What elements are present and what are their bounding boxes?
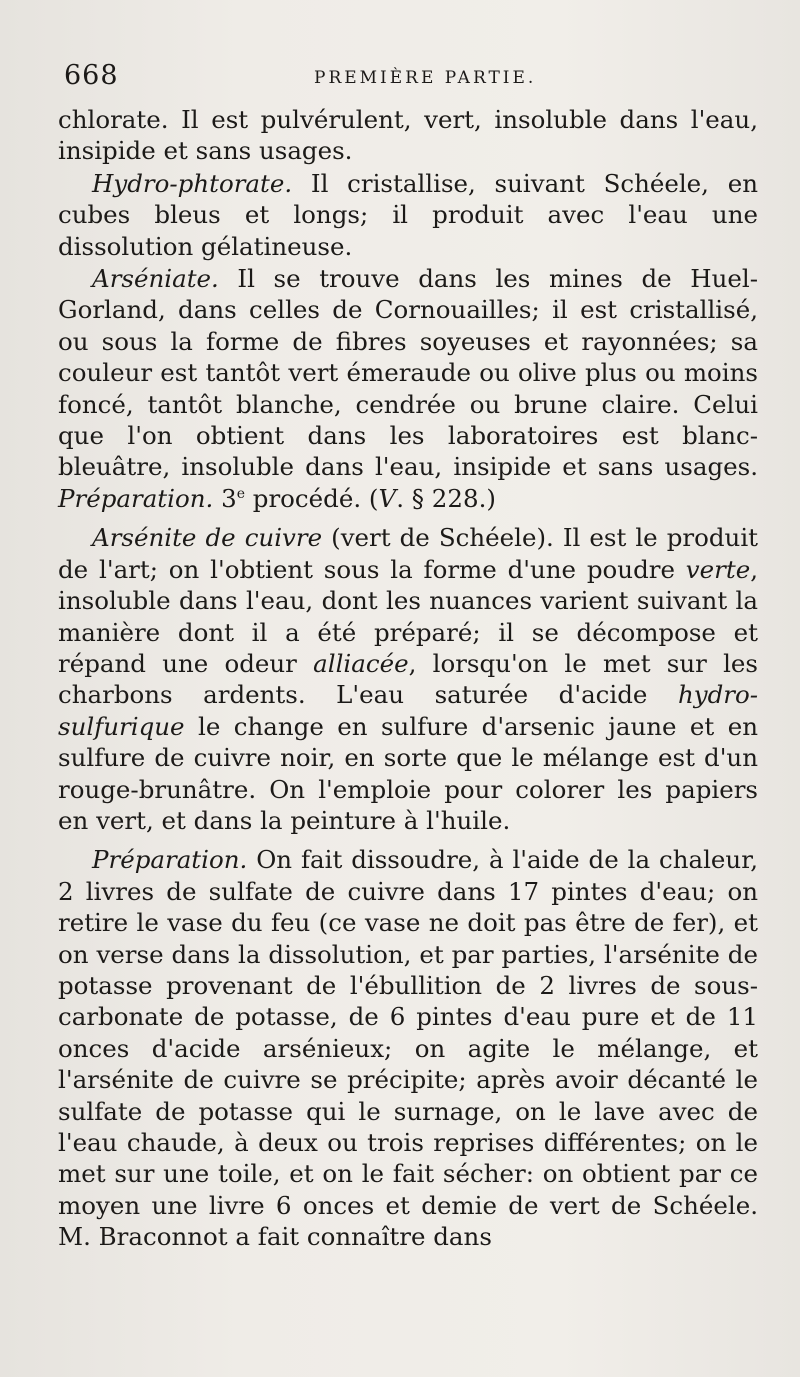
italic-term-alliacee: alliacée (313, 648, 409, 678)
paragraph-lead-term: Hydro-phtorate. (92, 168, 293, 198)
paragraph-text: (vert de Schéele). Il est le produit de l'art; on l'obtient sous la forme d'une poudre (58, 523, 759, 584)
procedure-word: procédé. ( (245, 483, 379, 513)
paragraph-text: Il se trouve dans les mines de Huel-Gorland, dans celles de Cornouailles; il est cristallisé, ou sous la forme de fibres soyeuses et rayonnées; sa couleur est tantôt vert émeraude ou olive plus ou moins foncé, tantôt blanche, cendrée ou brune claire. Celui que l'on obtient dans les laboratoires est blanc-bleuâtre, insoluble dans l'eau, insipide et sans usages. (58, 264, 758, 482)
paragraph-text: , insoluble dans l'eau, dont les nuances varient suivant la manière dont il a été préparé; il se décompose et répand une odeur (58, 554, 758, 678)
paragraph-arsenite-de-cuivre (58, 522, 758, 836)
procedure-number: 3 (213, 483, 237, 513)
paragraph-lead-term: Préparation. (92, 845, 248, 875)
paragraph-preparation (58, 844, 758, 1252)
paragraph-chlorate-continuation (58, 104, 758, 167)
preparation-term: Préparation. (58, 483, 214, 513)
paragraph-text: chlorate. Il est pulvérulent, vert, insoluble dans l'eau, insipide et sans usages. (58, 105, 758, 166)
italic-term-verte: verte (685, 554, 751, 584)
reference-section: . § 228.) (396, 483, 496, 513)
paragraph-text: Il cristallise, suivant Schéele, en cubes bleus et longs; il produit avec l'eau une dissolution gélatineuse. (58, 168, 758, 261)
running-head: PREMIÈRE PARTIE. (314, 68, 537, 88)
ordinal-suffix: e (236, 485, 245, 502)
paragraph-text: , lorsqu'on le met sur les charbons ardents. L'eau saturée d'acide (58, 648, 758, 710)
page-header (64, 60, 754, 96)
paragraph-text: On fait dissoudre, à l'aide de la chaleur, 2 livres de sulfate de cuivre dans 17 pintes d'eau; on retire le vase du feu (ce vase ne doit pas être de fer), et on verse dans la dissolution, et par parties, l'arsénite de potasse provenant de l'ébullition de 2 livres de sous-carbonate de potasse, de 6 pintes d'eau pure et de 11 onces d'acide arsénieux; on agite le mélange, et l'arsénite de cuivre se précipite; après avoir décanté le sulfate de potasse qui le surnage, on le lave avec de l'eau chaude, à deux ou trois reprises différentes; on le met sur une toile, et on le fait sécher: on obtient par ce moyen une livre 6 onces et demie de vert de Schéele. M. Braconnot a fait connaître dans (58, 845, 758, 1252)
paragraph-text: le change en sulfure d'arsenic jaune et en sulfure de cuivre noir, en sorte que le mélange est d'un rouge-brunâtre. On l'emploie pour colorer les papiers en vert, et dans la peinture à l'huile. (58, 711, 758, 835)
paragraph-lead-term: Arséniate. (92, 264, 219, 294)
paragraph-lead-term: Arsénite de cuivre (92, 523, 323, 553)
page-number: 668 (64, 60, 119, 91)
paragraph-hydro-phtorate (58, 168, 758, 262)
reference-v: V (378, 483, 397, 513)
italic-term-hydro-sulfurique: hydro-sulfurique (58, 680, 758, 741)
body-text (58, 104, 758, 1253)
paragraph-arseniate (58, 263, 758, 514)
